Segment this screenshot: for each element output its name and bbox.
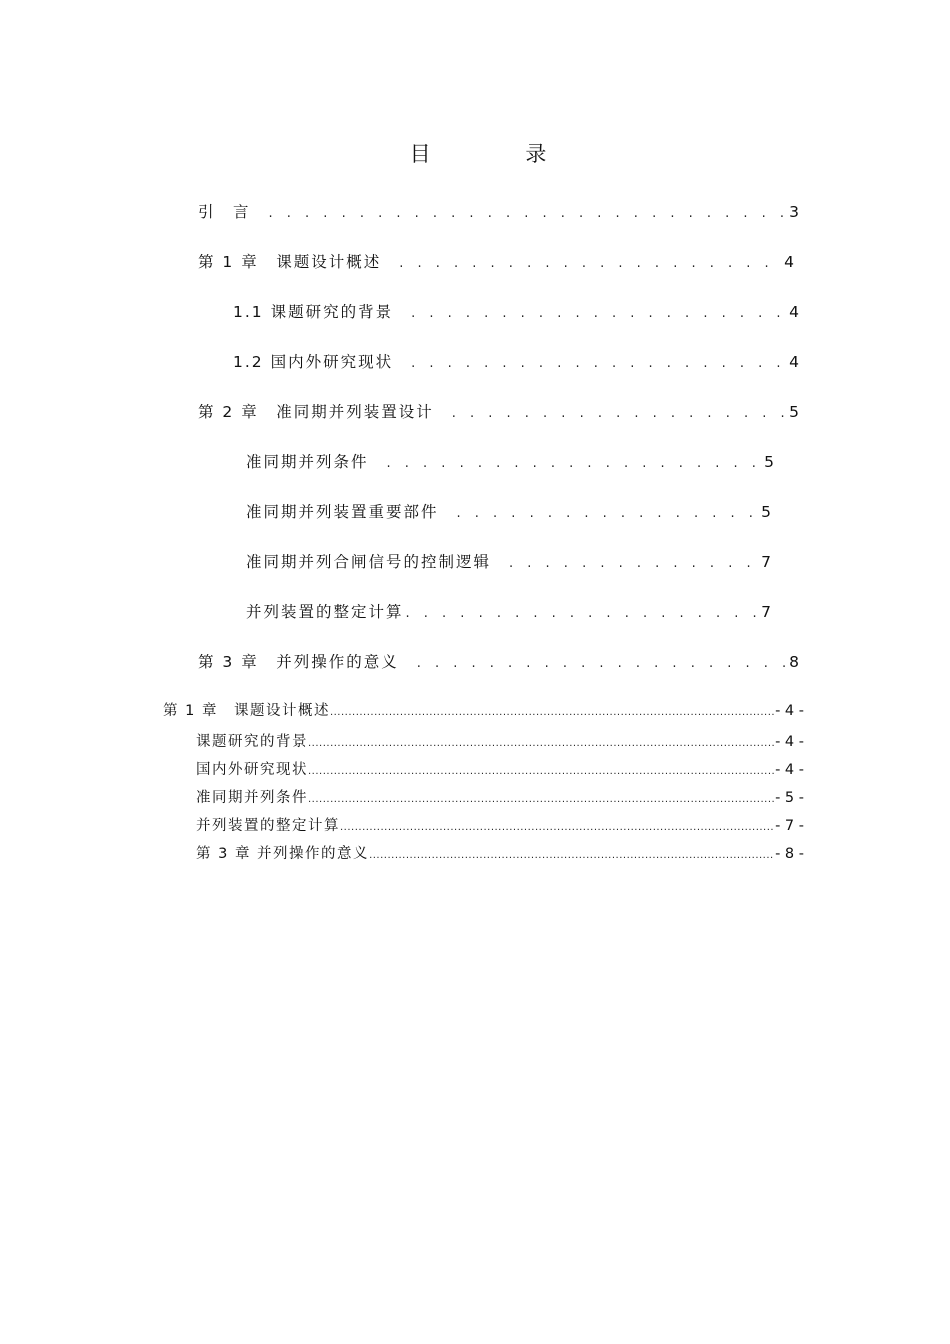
toc-entry-page: 7 xyxy=(761,603,771,621)
toc-entry[interactable] xyxy=(246,600,771,624)
toc-leader-dots xyxy=(411,302,785,326)
toc2-entry-page: - 4 - xyxy=(775,762,804,778)
toc-entry-label: 引 言 xyxy=(198,203,251,221)
toc-entry-label: 1.2 国内外研究现状 xyxy=(233,353,394,371)
toc-leader-dots xyxy=(457,502,758,526)
toc-entry-label: 并列装置的整定计算 xyxy=(246,603,404,621)
toc-entry-label: 准同期并列装置重要部件 xyxy=(246,503,439,521)
toc-leader-dots xyxy=(509,552,757,576)
toc2-leader-dots xyxy=(308,789,774,811)
toc-entry-page: 3 xyxy=(789,203,799,221)
toc-entry-page: 5 xyxy=(761,503,771,521)
toc-entry-page: 4 xyxy=(784,253,794,271)
toc2-entry[interactable] xyxy=(196,731,804,753)
toc-leader-dots xyxy=(399,252,780,276)
toc-entry-page: 5 xyxy=(764,453,774,471)
toc-title: 目 录 xyxy=(409,142,591,166)
toc-entry[interactable] xyxy=(246,550,771,574)
toc-entry-page: 7 xyxy=(761,553,771,571)
toc2-leader-dots xyxy=(308,761,774,783)
toc2-leader-dots xyxy=(340,817,774,839)
toc-entry-label: 第 3 章 并列操作的意义 xyxy=(198,653,399,671)
toc2-entry-page: - 5 - xyxy=(775,790,804,806)
toc2-entry-label: 第 1 章 课题设计概述 xyxy=(163,703,330,719)
toc2-entry-label: 国内外研究现状 xyxy=(196,762,308,778)
toc2-entry-page: - 7 - xyxy=(775,818,804,834)
toc2-entry[interactable] xyxy=(196,759,804,781)
toc2-leader-dots xyxy=(330,702,774,724)
toc-entry[interactable] xyxy=(246,450,774,474)
toc-entry[interactable] xyxy=(246,500,771,524)
toc-entry[interactable] xyxy=(198,250,794,274)
toc2-entry-page: - 8 - xyxy=(775,846,804,862)
toc-entry-page: 4 xyxy=(789,303,799,321)
toc-entry[interactable] xyxy=(233,350,799,374)
toc2-entry-label: 第 3 章 并列操作的意义 xyxy=(196,846,370,862)
toc-leader-dots xyxy=(406,602,758,626)
toc2-entry-page: - 4 - xyxy=(775,703,804,719)
toc-entry[interactable] xyxy=(198,200,799,224)
toc-entry[interactable] xyxy=(233,300,799,324)
toc-leader-dots xyxy=(269,202,786,226)
toc-entry-label: 准同期并列条件 xyxy=(246,453,369,471)
toc2-entry-label: 课题研究的背景 xyxy=(196,734,308,750)
toc-leader-dots xyxy=(417,652,785,676)
toc-entry-label: 准同期并列合闸信号的控制逻辑 xyxy=(246,553,492,571)
toc-entry[interactable] xyxy=(198,650,799,674)
toc-entry-page: 4 xyxy=(789,353,799,371)
toc-entry[interactable] xyxy=(198,400,799,424)
toc2-leader-dots xyxy=(308,733,774,755)
toc2-entry-page: - 4 - xyxy=(775,734,804,750)
toc-entry-page: 5 xyxy=(789,403,799,421)
toc-entry-page: 8 xyxy=(789,653,799,671)
toc-entry-label: 1.1 课题研究的背景 xyxy=(233,303,394,321)
toc-entry-label: 第 1 章 课题设计概述 xyxy=(198,253,382,271)
toc2-entry[interactable] xyxy=(196,815,804,837)
toc-leader-dots xyxy=(411,352,785,376)
toc2-entry-label: 准同期并列条件 xyxy=(196,790,308,806)
toc-leader-dots xyxy=(452,402,785,426)
toc2-entry[interactable] xyxy=(196,787,804,809)
toc-leader-dots xyxy=(387,452,761,476)
toc-entry-label: 第 2 章 准同期并列装置设计 xyxy=(198,403,434,421)
toc2-entry[interactable] xyxy=(163,700,804,722)
toc2-entry[interactable] xyxy=(196,843,804,865)
toc2-leader-dots xyxy=(369,845,774,867)
toc2-entry-label: 并列装置的整定计算 xyxy=(196,818,340,834)
